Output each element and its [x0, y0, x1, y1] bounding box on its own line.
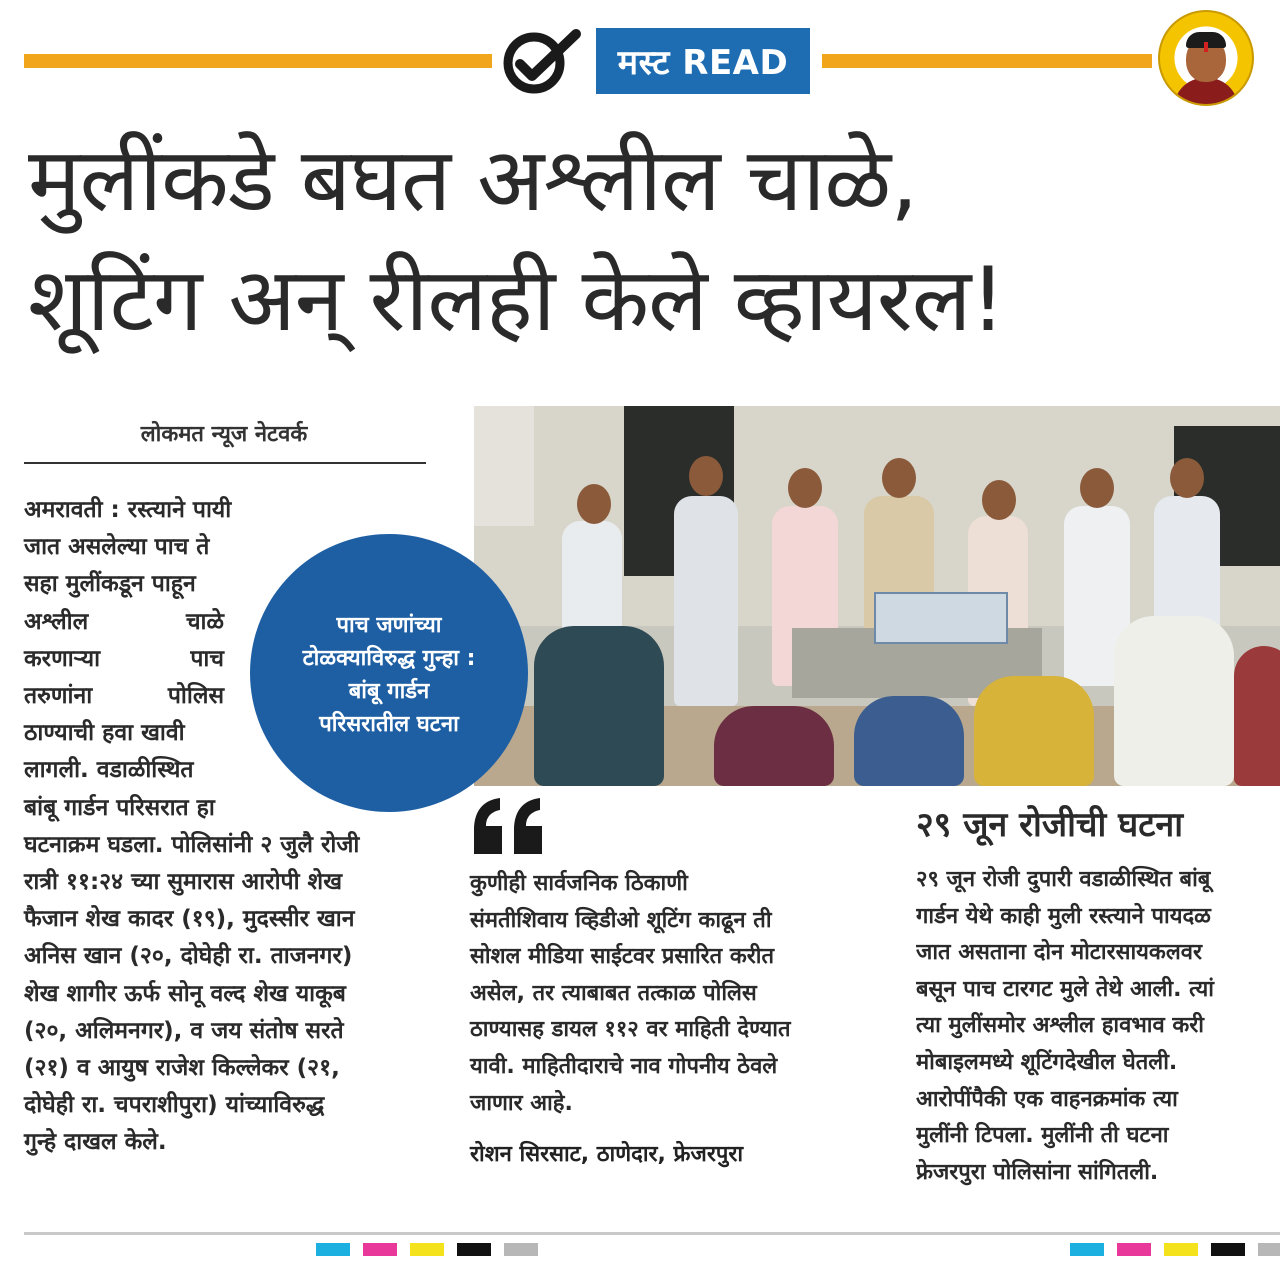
quote-mark-icon [470, 796, 550, 856]
sidebar-line: गार्डन येथे काही मुली रस्त्याने पायदळ [916, 903, 1211, 929]
callout-line: पाच जणांच्या [336, 613, 442, 638]
quote-line: असेल, तर त्याबाबत तत्काळ पोलिस [470, 980, 757, 1006]
callout-circle [250, 534, 528, 812]
color-swatch [1258, 1243, 1280, 1256]
article-line: जात असलेल्या पाच ते [24, 534, 210, 561]
article-line: फैजान शेख कादर (१९), मुदस्सीर खान [24, 906, 355, 933]
color-swatch [316, 1243, 350, 1256]
quote-signature: रोशन सिरसाट, ठाणेदार, फ्रेजरपुरा [470, 1142, 744, 1167]
article-line: लागली. वडाळीस्थित [24, 757, 194, 784]
color-swatch [1164, 1243, 1198, 1256]
callout-line: बांबू गार्डन [348, 679, 430, 704]
color-swatch [1117, 1243, 1151, 1256]
callout-line: टोळक्याविरुद्ध गुन्हा : [302, 646, 476, 671]
footer-divider [24, 1232, 1280, 1235]
article-line: अमरावती : रस्त्याने पायी [24, 497, 232, 523]
article-line: सहा मुलींकडून पाहून [24, 571, 196, 598]
article-line: बांबू गार्डन परिसरात हा [24, 794, 215, 821]
color-swatch [1211, 1243, 1245, 1256]
article-line: अश्लील चाळे [24, 608, 224, 635]
article-line: करणाऱ्या पाच [24, 645, 224, 672]
sidebar-line: जात असताना दोन मोटारसायकलवर [916, 940, 1202, 966]
sidebar-heading: २९ जून रोजीची घटना [916, 805, 1184, 845]
color-swatch [1070, 1243, 1104, 1256]
sidebar-line: त्या मुलींसमोर अश्लील हावभाव करी [916, 1013, 1204, 1039]
quote-line: ठाण्यासह डायल ११२ वर माहिती देण्यात [470, 1017, 791, 1043]
byline-divider [24, 462, 426, 464]
must-read-badge: मस्ट READ [596, 28, 810, 94]
byline: लोकमत न्यूज नेटवर्क [140, 422, 308, 447]
article-line: (२०, अलिमनगर), व जय संतोष सरते [24, 1017, 344, 1044]
masthead-rule-right [822, 54, 1152, 68]
quote-body [470, 866, 880, 1122]
article-line: (२१) व आयुष राजेश किल्लेकर (२१, [24, 1055, 340, 1082]
headline-line-1: मुलींकडे बघत अश्लील चाळे, [28, 128, 918, 231]
quote-line: जाणार आहे. [470, 1090, 573, 1116]
quote-line: सोशल मीडिया साईटवर प्रसारित करीत [470, 944, 775, 970]
quote-line: कुणीही सार्वजनिक ठिकाणी [470, 871, 688, 896]
sidebar-line: २९ जून रोजी दुपारी वडाळीस्थित बांबू [916, 867, 1211, 892]
color-swatch [504, 1243, 538, 1256]
article-line: ठाण्याची हवा खावी [24, 720, 185, 747]
masthead-rule-left [24, 54, 492, 68]
sidebar-line: आरोपींपैकी एक वाहनक्रमांक त्या [916, 1086, 1178, 1112]
article-line: अनिस खान (२०, दोघेही रा. ताजनगर) [24, 943, 353, 970]
sidebar-line: फ्रेजरपुरा पोलिसांना सांगितली. [916, 1159, 1159, 1185]
sidebar-body [916, 862, 1280, 1191]
news-photo [474, 406, 1280, 786]
checkmark-icon [500, 28, 584, 98]
quote-line: यावी. माहितीदाराचे नाव गोपनीय ठेवले [470, 1053, 778, 1079]
article-line: गुन्हे दाखल केले. [24, 1129, 167, 1156]
logo-seal [1158, 10, 1254, 106]
sidebar-line: मुलींनी टिपला. मुलींनी ती घटना [916, 1123, 1169, 1149]
article-line: रात्री ११:२४ च्या सुमारास आरोपी शेख [24, 869, 343, 896]
callout-line: परिसरातील घटना [319, 712, 459, 737]
headline-line-2: शूटिंग अन् रीलही केले व्हायरल! [28, 248, 1005, 351]
dateline: अमरावती : [24, 497, 120, 523]
article-line: शेख शागीर ऊर्फ सोनू वल्द शेख याकूब [24, 980, 346, 1007]
color-swatch [363, 1243, 397, 1256]
article-line: दोघेही रा. चपराशीपुरा) यांच्याविरुद्ध [24, 1092, 325, 1119]
sidebar-line: बसून पाच टारगट मुले तेथे आली. त्यां [916, 976, 1214, 1002]
color-swatch [457, 1243, 491, 1256]
sidebar-line: मोबाइलमध्ये शूटिंगदेखील घेतली. [916, 1049, 1178, 1075]
article-line: तरुणांना पोलिस [24, 683, 224, 710]
color-swatch [410, 1243, 444, 1256]
headline [28, 120, 1258, 360]
article-line: घटनाक्रम घडला. पोलिसांनी २ जुलै रोजी [24, 831, 360, 858]
quote-line: संमतीशिवाय व्हिडीओ शूटिंग काढून ती [470, 907, 772, 933]
